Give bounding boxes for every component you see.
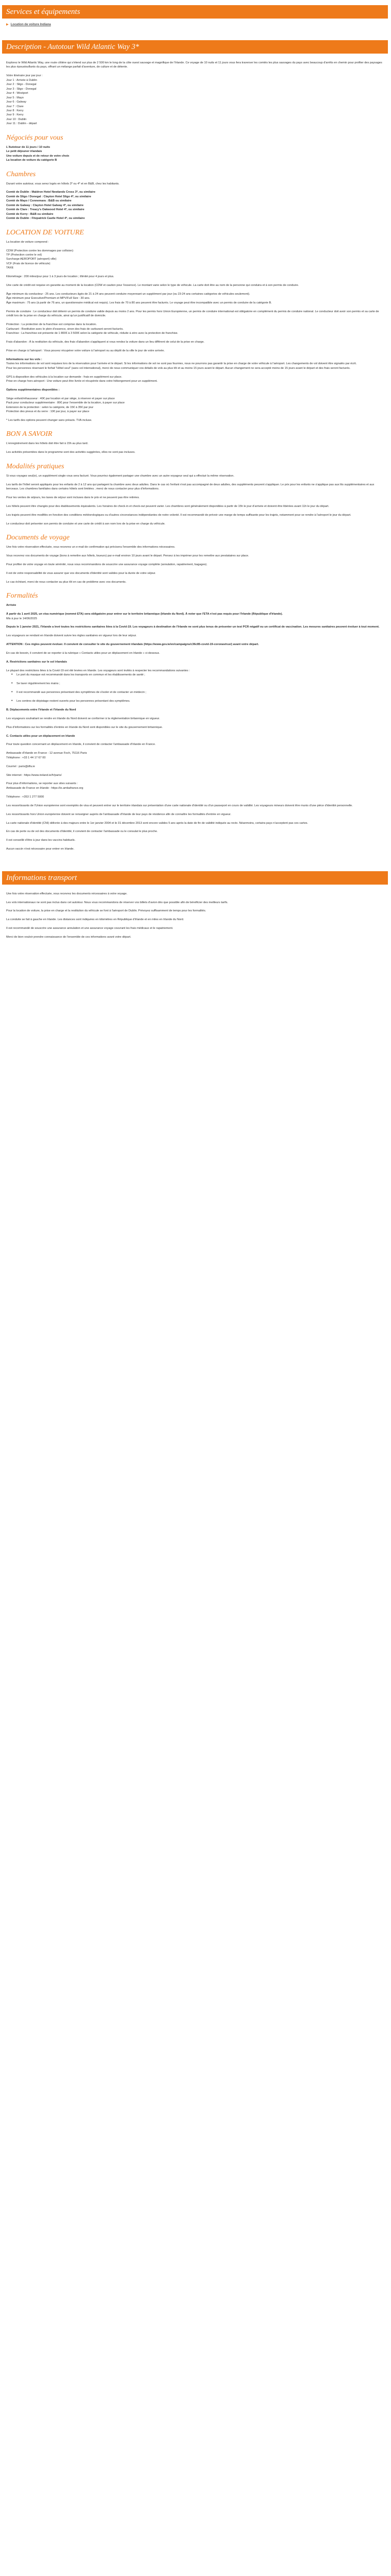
info-bar	[2, 871, 388, 885]
formal-block	[6, 603, 385, 673]
included-item: Une voiture depuis et de retour de votre choix	[6, 154, 70, 158]
description-content	[0, 54, 391, 852]
itinerary-day: Jour 9 : Kerry	[6, 113, 24, 117]
included-title: Négociés pour vous	[6, 133, 63, 142]
text-line: En cas de besoin, il convient de se reporter à la rubrique « Contacts utiles pour un déplacement en Irlande » ci-dessous.	[6, 652, 160, 655]
text-line: Le plupart des restrictions liées à la Covid-19 ont été levées en Irlande. Les voyageurs sont invités à respecter les recommandations suivantes :	[6, 669, 190, 672]
text-line: Prise en charge à l'aéroport : Vous pouvez récupérer votre voiture à l'aéroport ou au dépôt de la ville le jour de votre arrivée.	[6, 349, 165, 352]
text-line: Options supplémentaires disponibles :	[6, 388, 60, 392]
text-line: Surcharge AEROPORT (aéroport) ville)	[6, 258, 57, 261]
text-line: Âge maximum : 75 ans (à partir de 76 ans, un questionnaire médical est requis). Les frais de 70 à 80 ans peuvent être facturés. Le voyage peut être incompatible avec un permis de conduire de la catégorie B.	[6, 301, 272, 304]
text-line: CDW (Protection contre les dommages par collision)	[6, 249, 73, 252]
intro-itinerary-label: Votre itinéraire jour par jour :	[6, 74, 43, 78]
text-line: Les ressortissants de l'Union européenne sont exemptés de visa et peuvent entrer sur le territoire irlandais sur présentation d'une carte nationale d'identité ou d'un passeport en cours de validité. Les voyageurs mineurs doivent être munis d'une pièce d'identité personnelle.	[6, 804, 353, 807]
car-title: LOCATION DE VOITURE	[6, 228, 84, 236]
itinerary-day: Jour 2 : Sligo - Donegal	[6, 83, 37, 87]
text-line: Pour toute question concernant un déplacement en Irlande, il convient de contacter l'ambassade d'Irlande en France.	[6, 743, 156, 747]
text-line: TP (Protection contre le vol)	[6, 253, 42, 257]
formal-bullet: • Les centres de dépistage restent ouverts pour les personnes présentant des symptômes.	[6, 699, 385, 703]
text-line: Pour les ventes de séjours, les taxes de séjour sont incluses dans le prix et ne peuvent pas être retirées.	[6, 496, 140, 500]
included-item: La location de voiture du catégorie B	[6, 159, 57, 162]
text-line: Téléphone : +33 1 44 17 67 00	[6, 756, 46, 759]
description-bar	[2, 40, 388, 54]
itinerary-day: Jour 10 : Dublin	[6, 117, 27, 121]
text-line: Âge minimum du conducteur : 25 ans. Les conducteurs âgés de 21 à 24 ans peuvent conduire moyennant un supplément par jour (ou 23-24 ans certaines catégories de véhicules seulement).	[6, 293, 250, 296]
formal-bullets	[6, 673, 385, 703]
text-line: Il est de votre responsabilité de vous assurer que vos documents d'identité sont valides pour la durée de votre séjour.	[6, 571, 156, 575]
itinerary-day: Jour 6 : Galway	[6, 100, 26, 104]
text-line: Les voyageurs se rendant en Irlande doivent suivre les règles sanitaires en vigueur lors de leur séjour.	[6, 634, 137, 638]
formal-bullet: • Se laver régulièrement les mains ;	[6, 682, 385, 686]
docs-block	[6, 545, 385, 584]
included-list	[6, 145, 385, 163]
text-line: Protection : La protection de la franchise est comprise dans la location.	[6, 323, 97, 327]
text-line: Aucun vaccin n'est nécessaire pour entrer en Irlande.	[6, 848, 74, 851]
text-line: Comté de Dublin : Fitzpatrick Castle Hotel 4*, ou similaire	[6, 217, 85, 221]
text-line: La location de voiture comprend :	[6, 240, 49, 244]
text-line: Une fois votre réservation effectuée, vous recevrez les documents nécessaires à votre voyage.	[6, 892, 127, 895]
text-line: Les trajets peuvent être modifiés en fonction des conditions météorologiques ou d'autres circonstances indépendantes de notre volonté. Il est recommandé de prévoir une marge de temps suffisante pour les trajets, notamment pour se rendre à l'aéroport le jour du départ.	[6, 513, 351, 517]
text-line: Les vols internationaux ne sont pas inclus dans cet autotour. Nous vous recommandons de réserver vos billets d'avion dès que possible afin de bénéficier des meilleurs tarifs.	[6, 901, 229, 904]
text-line: Les tarifs de l'hôtel seront appliqués pour les enfants de 2 à 12 ans qui partagent la chambre avec deux adultes. Dans le cas où l'enfant n'est pas accompagné de deux adultes, des suppléments peuvent s'appliquer. Le prix pour les enfants ne s'applique pas aux lits supplémentaires et aux berceaux. Les chambres familiales dans certains hôtels sont limitées ; merci de nous contacter pour plus d'informations.	[6, 483, 374, 491]
itinerary-day: Jour 1 : Arrivée à Dublin	[6, 78, 37, 82]
text-line: Toutes les informations de vol sont requises lors de la réservation pour l'arrivée et le départ. Si les informations de vol ne sont pas fournies, nous ne pourrons pas garantir la prise en charge de votre véhicule à l'aéroport. Les changements de vol doivent être signalés par écrit.	[6, 362, 357, 366]
rooms-block	[6, 182, 385, 221]
header-title: Services et équipements	[6, 8, 80, 16]
text-line: Informations sur les vols :	[6, 358, 42, 361]
included-item: Le petit déjeuner irlandais	[6, 150, 42, 154]
text-line: Pour profiter de votre voyage en toute sérénité, nous vous recommandons de souscrire une assurance voyage complète (annulation, rapatriement, bagages).	[6, 563, 207, 566]
text-line: Pour la location de voiture, la prise en charge et la restitution du véhicule se font à l'aéroport de Dublin. Prévoyez suffisamment de temps pour les formalités.	[6, 909, 206, 913]
text-line: * Les tarifs des options peuvent changer sans préavis. TVA incluse.	[6, 419, 92, 422]
text-line: Comté de Kerry : B&B ou similaire	[6, 212, 54, 216]
text-line: ATTENTION : Ces règles peuvent évoluer. Il convient de consulter le site du gouvernement irlandais (https://www.gov.ie/en/campaigns/c36c85-covid-19-coronavirus/) avant votre départ.	[6, 643, 259, 647]
text-line: La conduite se fait à gauche en Irlande. Les distances sont indiquées en kilomètres en République d'Irlande et en miles en Irlande du Nord.	[6, 918, 184, 922]
text-line: Comté de Dublin : Maldron Hotel Newlands Cross 3*, ou similaire	[6, 191, 95, 194]
back-link[interactable]: Location de voiture Indiana	[10, 23, 51, 26]
description-title: Description - Autotour Wild Atlantic Way 3*	[6, 43, 139, 51]
info-title: Informations transport	[6, 873, 77, 882]
text-line: L'enregistrement dans les hôtels doit être fait à 15h au plus tard.	[6, 442, 89, 446]
text-line: B. Déplacements entre l'Irlande et l'Irlande du Nord	[6, 708, 76, 711]
itinerary-list	[6, 78, 385, 126]
text-line: Une carte de crédit est requise en garantie au moment de la location (CDW et caution pour l'essence). Le montant varie selon le type de véhicule. La carte doit être au nom de la personne qui conduira et à son permis de conduire.	[6, 284, 299, 287]
text-line: Prise en charge hors aéroport : Une voiture peut être livrée et récupérée dans votre hébergement pour un supplément.	[6, 380, 158, 383]
terms-block	[6, 474, 385, 526]
itinerary-day: Jour 11 : Dublin - départ	[6, 122, 37, 126]
text-line: Courriel : paris@dfa.ie	[6, 765, 35, 768]
text-line: Site internet : https://www.ireland.ie/fr/paris/	[6, 773, 62, 777]
text-line: Téléphone : +353 1 277 5000	[6, 795, 44, 799]
itinerary-day: Jour 7 : Clare	[6, 105, 24, 108]
text-line: Il est conseillé d'être à jour dans les vaccins habituels.	[6, 839, 76, 842]
rooms-title: Chambres	[6, 170, 36, 178]
text-line: Pour les personnes réservant le forfait "Hôtel seul" (sans vol international), merci de nous communiquer vos détails de vols au plus tôt et au moins 15 jours avant le départ. Aucun changement ne sera accepté moins de 15 jours avant le départ et des frais seront facturés.	[6, 366, 351, 370]
back-link-row[interactable]	[6, 23, 391, 27]
formal-bullet: • Le port du masque est recommandé dans les transports en commun et les établissements de santé ;	[6, 673, 385, 677]
text-line: Comté de Galway : Clayton Hotel Galway 4*, ou similaire	[6, 204, 84, 207]
text-line: Depuis le 1 janvier 2021, l'Irlande a levé toutes les restrictions sanitaires liées à la Covid-19. Les voyageurs à destination de l'Irlande ne sont plus tenus de présenter un test PCR négatif ou un certificat de vaccination. Les mesures sanitaires peuvent évoluer à tout moment.	[6, 625, 380, 629]
text-line: Franchise : La franchise est présente de 1 800€ à 3 500€ selon la catégorie de véhicule, réduite à zéro avec la protection de franchise.	[6, 332, 178, 335]
text-line: TAXE	[6, 266, 14, 270]
text-line: Comté de Sligo / Donegal : Clayton Hotel Sligo 4*, ou similaire	[6, 195, 91, 198]
text-line: Durant votre autotour, vous serez logés en hôtels 3* ou 4* et en B&B, chez les habitants.	[6, 182, 120, 185]
text-line: Une fois votre réservation effectuée, vous recevrez un e-mail de confirmation qui précisera l'ensemble des informations nécessaires.	[6, 546, 175, 549]
text-line: Mis à jour le 14/06/2025	[6, 617, 37, 620]
text-line: Pack pour conducteur supplémentaire : 80€ pour l'ensemble de la location, à payer sur place	[6, 401, 125, 405]
text-line: Carburant : Restitution avec le plein d'essence, sinon des frais de carburant seront facturés.	[6, 327, 124, 331]
text-line: C. Contacts utiles pour un déplacement en Irlande	[6, 734, 75, 738]
formal-title: Formalités	[6, 592, 38, 600]
page	[0, 0, 391, 960]
text-line: Protection des pneus et du verre : 10€ par jour, à payer sur place	[6, 410, 90, 414]
text-line: Si vous voyagez seul(e), un supplément single vous sera facturé. Vous pourriez également partager une chambre avec un autre voyageur seul qui a effectué la même réservation.	[6, 474, 235, 478]
text-line: Merci de bien vouloir prendre connaissance de l'ensemble de ces informations avant votre départ.	[6, 936, 132, 939]
itinerary-day: Jour 4 : Westport	[6, 92, 28, 95]
text-line: A. Restrictions sanitaires sur le sol irlandais	[6, 660, 67, 664]
text-line: Comté de Mayo / Connemara : B&B ou similaire	[6, 199, 72, 203]
included-item: L'Autotour de 11 jours / 10 nuits	[6, 145, 50, 149]
car-block	[6, 240, 385, 423]
text-line: Comté de Clare : Treacy's Oakwood Hotel 4*, ou similaire	[6, 208, 85, 212]
text-line: Permis de conduire : Le conducteur doit détenir un permis de conduire valide depuis au moins 2 ans. Pour les permis hors Union Européenne, un permis de conduire international est obligatoire en complément du permis de conduire national. Le conducteur doit avoir son permis et sa carte de crédit lors de la prise en charge du véhicule, ainsi qu'un justificatif de domicile.	[6, 310, 379, 318]
text-line: Les ressortissants hors Union européenne doivent se renseigner auprès de l'ambassade d'Irlande de leur pays de résidence afin de connaître les formalités d'entrée en vigueur.	[6, 812, 232, 816]
chevron-right-icon: ▶	[6, 23, 9, 26]
text-line: Les hôtels peuvent être changés pour des établissements équivalents. Les horaires de check-in et check-out peuvent varier. Les chambres sont généralement disponibles à partir de 15h le jour d'arrivée et doivent être libérées avant 11h le jour du départ.	[6, 504, 329, 508]
docs-title: Documents de voyage	[6, 534, 70, 542]
text-line: À partir du 1 avril 2025, un visa numérique (nommé ETA) sera obligatoire pour entrer sur le territoire britannique (Irlande du Nord). À noter que l'ETA n'est pas requis pour l'Irlande (République d'Irlande).	[6, 613, 283, 616]
text-line: Kilométrage : 200 miles/jour pour 1 à 3 jours de location ; illimité pour 4 jours et plus.	[6, 275, 115, 279]
text-line: GPS à disposition des véhicules à la location sur demande : frais en supplément sur place.	[6, 375, 122, 379]
bonus-block	[6, 442, 385, 454]
terms-title: Modalités pratiques	[6, 462, 64, 470]
text-line: Frais d'abandon : À la restitution du véhicule, des frais d'abandon s'appliquent si vous rendez la voiture dans un lieu différent de celui de la prise en charge.	[6, 340, 205, 344]
text-line: Âge minimum pour Executive/Premium et MPV/Full Size : 30 ans.	[6, 297, 90, 300]
text-line: Ambassade d'Irlande en France : 12 avenue Foch, 75116 Paris	[6, 752, 87, 755]
text-line: Arrivée	[6, 604, 17, 607]
text-line: Siège enfant/réhausseur : 40€ par location et par siège, à réserver et payer sur place	[6, 397, 115, 400]
text-line: Plus d'informations sur les formalités d'entrée en Irlande du Nord sont disponibles sur le site du gouvernement britannique.	[6, 725, 163, 729]
itinerary-day: Jour 8 : Kerry	[6, 109, 24, 112]
info-content	[0, 885, 391, 940]
text-line: VCF (Frais de licence de véhicule)	[6, 262, 51, 265]
intro-text: Explorez le Wild Atlantic Way, une route côtière qui s'étend sur plus de 2 500 km le long de la côte ouest sauvage et magnifique de l'Irlande. Ce voyage de 10 nuits et 11 jours vous fera traverser les comtés les plus sauvages du pays avec beaucoup d'arrêts en chemin pour profiter des paysages les plus époustouflants du pays, offrant un mélange parfait d'aventure, de culture et de détente.	[6, 61, 382, 69]
formal-block-2	[6, 708, 385, 852]
text-line: Les voyageurs souhaitant se rendre en Irlande du Nord doivent se conformer à la réglementation britannique en vigueur.	[6, 717, 160, 720]
header-bar	[2, 5, 388, 19]
text-line: Le cas échéant, merci de nous contacter au plus tôt en cas de problème avec vos documents.	[6, 580, 126, 584]
text-line: Pour plus d'informations, se reporter aux sites suivants :	[6, 782, 78, 786]
text-line: La carte nationale d'identité (CNI) délivrée à des majeurs entre le 1er janvier 2004 et le 31 décembre 2013 sont encore valides 5 ans après la date de fin de validité indiquée au recto. Néanmoins, certains pays n'acceptent pas ces cartes.	[6, 821, 308, 825]
info-block	[6, 892, 385, 940]
text-line: Vous recevrez vos documents de voyage (bons à remettre aux hôtels, loueurs) par e-mail environ 10 jours avant le départ. Pensez à les imprimer pour les remettre aux prestataires sur place.	[6, 554, 249, 558]
text-line: Ambassade de France en Irlande : https://ie.ambafrance.org	[6, 786, 84, 790]
itinerary-day: Jour 3 : Sligo - Donegal	[6, 87, 37, 91]
text-line: Extension de la protection : selon la catégorie, de 15€ à 35€ par jour	[6, 405, 94, 409]
text-line: Les activités présentées dans le programme sont des activités suggérées, elles ne sont pas incluses.	[6, 451, 136, 454]
itinerary-day: Jour 5 : Mayo	[6, 96, 24, 99]
formal-bullet: • Il est recommandé aux personnes présentant des symptômes de s'isoler et de contacter un médecin ;	[6, 690, 385, 694]
text-line: Le conducteur doit présenter son permis de conduire et une carte de crédit à son nom lors de la prise en charge du véhicule.	[6, 522, 166, 526]
bonus-title: BON A SAVOIR	[6, 430, 53, 438]
text-line: Il est recommandé de souscrire une assurance annulation et une assurance voyage couvrant les frais médicaux et le rapatriement.	[6, 927, 173, 930]
text-line: En cas de perte ou de vol des documents d'identité, il convient de contacter l'ambassade ou le consulat le plus proche.	[6, 830, 158, 834]
